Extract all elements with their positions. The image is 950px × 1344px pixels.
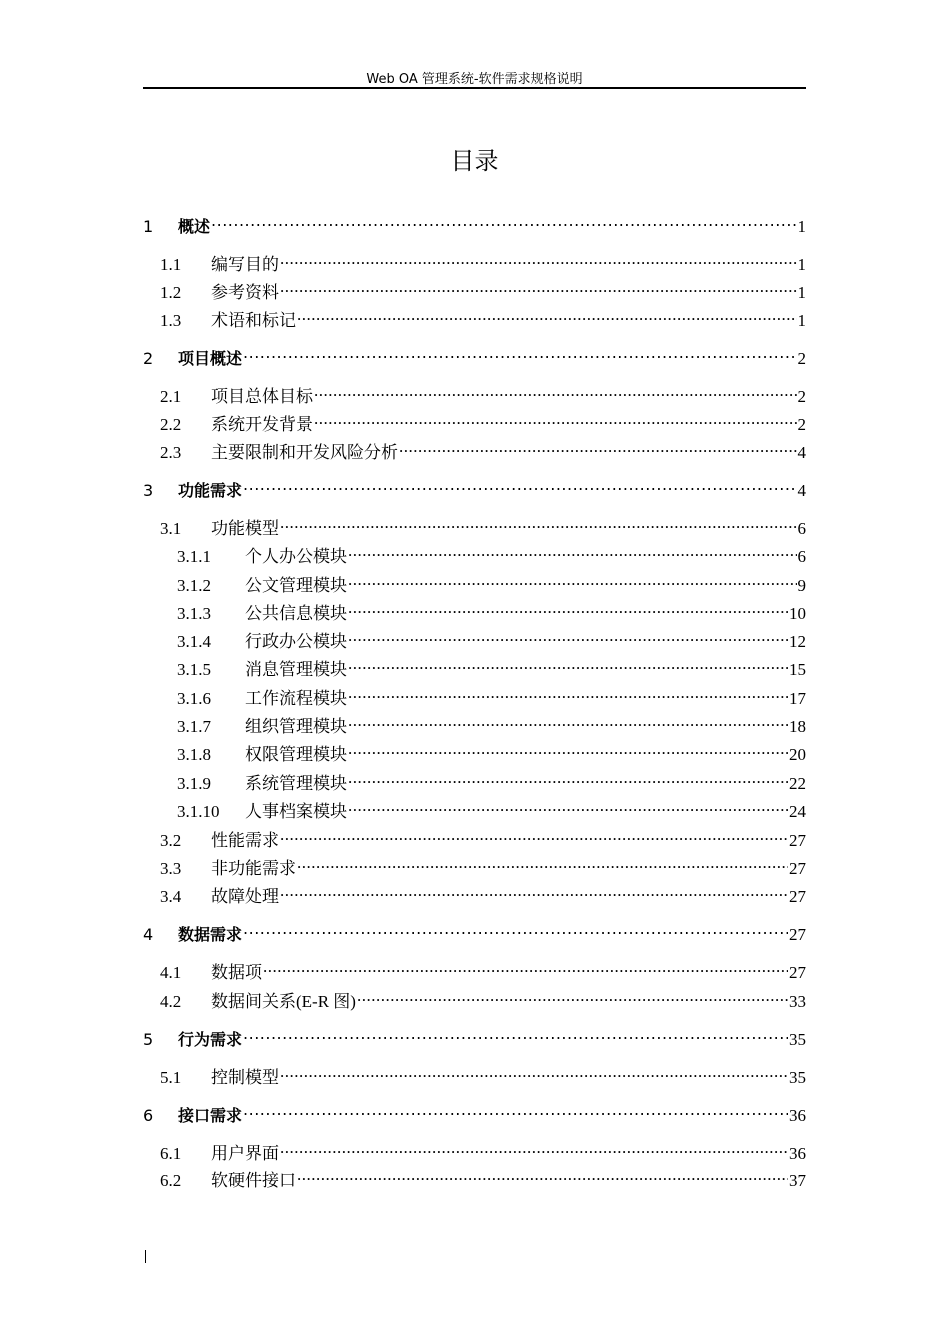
toc-entry-page: 4 bbox=[797, 481, 806, 500]
toc-entry-page: 2 bbox=[797, 349, 806, 368]
toc-dot-leader bbox=[348, 738, 788, 760]
toc-entry-page: 1 bbox=[797, 311, 806, 330]
toc-entry[interactable] bbox=[143, 625, 806, 651]
toc-entry-number: 3.1.2 bbox=[177, 576, 211, 595]
toc-entry-number: 2 bbox=[143, 349, 154, 368]
toc-dot-leader bbox=[243, 1099, 788, 1121]
toc-entry-number: 3.1.3 bbox=[177, 604, 211, 623]
toc-dot-leader bbox=[280, 880, 788, 902]
toc-entry-page: 1 bbox=[797, 217, 806, 236]
toc-entry-page: 18 bbox=[789, 717, 806, 736]
toc-dot-leader bbox=[243, 1023, 788, 1045]
toc-dot-leader bbox=[211, 210, 796, 232]
toc-dot-leader bbox=[348, 710, 788, 732]
toc-entry[interactable] bbox=[143, 1023, 806, 1049]
toc-dot-leader bbox=[348, 795, 788, 817]
toc-dot-leader bbox=[280, 824, 788, 846]
toc-entry-page: 27 bbox=[789, 925, 806, 944]
toc-entry[interactable] bbox=[143, 474, 806, 500]
toc-entry-number: 3.3 bbox=[160, 859, 182, 878]
toc-entry-number: 4 bbox=[143, 925, 154, 944]
toc-entry[interactable] bbox=[143, 653, 806, 679]
toc-dot-leader bbox=[399, 436, 797, 458]
toc-entry-label: 主要限制和开发风险分析 bbox=[211, 443, 398, 462]
toc-entry-page: 1 bbox=[797, 255, 806, 274]
toc-dot-leader bbox=[243, 918, 788, 940]
toc-entry-label: 数据需求 bbox=[178, 925, 243, 944]
toc-entry[interactable] bbox=[143, 380, 806, 406]
toc-entry[interactable] bbox=[143, 1061, 806, 1087]
toc-entry-number: 3.1.1 bbox=[177, 547, 211, 566]
toc-entry[interactable] bbox=[143, 852, 806, 878]
toc-entry[interactable] bbox=[143, 512, 806, 538]
toc-entry-page: 27 bbox=[789, 831, 806, 850]
toc-dot-leader bbox=[280, 1137, 788, 1159]
toc-entry-label: 公共信息模块 bbox=[245, 604, 347, 623]
toc-entry[interactable] bbox=[143, 304, 806, 330]
toc-entry-label: 项目总体目标 bbox=[211, 387, 313, 406]
toc-entry[interactable] bbox=[143, 710, 806, 736]
toc-entry-number: 5 bbox=[143, 1030, 154, 1049]
toc-entry-page: 2 bbox=[797, 387, 806, 406]
toc-dot-leader bbox=[280, 1061, 788, 1083]
toc-dot-leader bbox=[280, 248, 797, 270]
toc-entry-page: 12 bbox=[789, 632, 806, 651]
toc-entry-page: 6 bbox=[797, 519, 806, 538]
toc-entry[interactable] bbox=[143, 918, 806, 944]
toc-entry[interactable] bbox=[143, 248, 806, 274]
toc-entry-number: 3.1.6 bbox=[177, 689, 211, 708]
toc-entry-page: 24 bbox=[789, 802, 806, 821]
toc-dot-leader bbox=[280, 512, 797, 534]
toc-entry[interactable] bbox=[143, 1099, 806, 1125]
toc-entry-label: 项目概述 bbox=[178, 349, 243, 368]
toc-dot-leader bbox=[280, 276, 797, 298]
toc-entry-number: 6.2 bbox=[160, 1171, 182, 1190]
toc-entry-number: 1.2 bbox=[160, 283, 182, 302]
toc-entry[interactable] bbox=[143, 767, 806, 793]
toc-entry-page: 20 bbox=[789, 745, 806, 764]
toc-entry-number: 1.1 bbox=[160, 255, 182, 274]
toc-entry[interactable] bbox=[143, 956, 806, 982]
toc-entry[interactable] bbox=[143, 276, 806, 302]
toc-entry-number: 6 bbox=[143, 1106, 154, 1125]
toc-entry-label: 非功能需求 bbox=[211, 859, 296, 878]
toc-dot-leader bbox=[348, 653, 788, 675]
toc-entry-page: 33 bbox=[789, 992, 806, 1011]
toc-entry[interactable] bbox=[143, 540, 806, 566]
toc-entry-number: 2.3 bbox=[160, 443, 182, 462]
toc-entry-number: 3.4 bbox=[160, 887, 182, 906]
toc-entry-label: 功能模型 bbox=[211, 519, 279, 538]
toc-entry[interactable] bbox=[143, 985, 806, 1011]
toc-dot-leader bbox=[263, 956, 788, 978]
toc-entry-number: 3 bbox=[143, 481, 154, 500]
toc-dot-leader bbox=[348, 597, 788, 619]
toc-dot-leader bbox=[348, 540, 797, 562]
toc-entry-page: 36 bbox=[789, 1106, 806, 1125]
toc-entry-number: 3.1.10 bbox=[177, 802, 220, 821]
toc-entry[interactable] bbox=[143, 1137, 806, 1163]
toc-entry-page: 27 bbox=[789, 963, 806, 982]
toc-entry-page: 15 bbox=[789, 660, 806, 679]
toc-entry-page: 17 bbox=[789, 689, 806, 708]
page-header-title: Web OA 管理系统-软件需求规格说明 bbox=[366, 72, 583, 87]
header-divider bbox=[143, 87, 806, 89]
footer-mark bbox=[145, 1250, 146, 1263]
toc-entry-page: 4 bbox=[797, 443, 806, 462]
toc-dot-leader bbox=[297, 852, 788, 874]
toc-entry[interactable] bbox=[143, 824, 806, 850]
toc-entry-label: 概述 bbox=[178, 217, 211, 236]
toc-dot-leader bbox=[348, 767, 788, 789]
toc-entry-label: 人事档案模块 bbox=[245, 802, 347, 821]
toc-dot-leader bbox=[243, 474, 796, 496]
toc-entry[interactable] bbox=[143, 682, 806, 708]
toc-dot-leader bbox=[348, 569, 797, 591]
toc-entry-label: 数据间关系(E-R 图) bbox=[211, 992, 356, 1011]
toc-dot-leader bbox=[314, 380, 797, 402]
toc-entry-label: 行政办公模块 bbox=[245, 632, 347, 651]
toc-entry-label: 用户界面 bbox=[211, 1144, 279, 1163]
toc-entry-number: 2.1 bbox=[160, 387, 182, 406]
toc-entry-number: 1 bbox=[143, 217, 154, 236]
toc-entry-label: 公文管理模块 bbox=[245, 576, 347, 595]
toc-entry-label: 数据项 bbox=[211, 963, 262, 982]
toc-entry-page: 6 bbox=[797, 547, 806, 566]
toc-entry-label: 功能需求 bbox=[178, 481, 243, 500]
toc-entry-page: 1 bbox=[797, 283, 806, 302]
toc-entry-number: 5.1 bbox=[160, 1068, 182, 1087]
toc-entry-label: 性能需求 bbox=[211, 831, 279, 850]
toc-entry-number: 4.2 bbox=[160, 992, 182, 1011]
toc-entry-label: 软硬件接口 bbox=[211, 1171, 296, 1190]
toc-entry-label: 工作流程模块 bbox=[245, 689, 347, 708]
toc-entry[interactable] bbox=[143, 880, 806, 906]
toc-entry-page: 10 bbox=[789, 604, 806, 623]
toc-entry[interactable] bbox=[143, 738, 806, 764]
toc-dot-leader bbox=[314, 408, 797, 430]
toc-entry[interactable] bbox=[143, 436, 806, 462]
toc-entry-number: 3.1.5 bbox=[177, 660, 211, 679]
toc-dot-leader bbox=[348, 682, 788, 704]
toc-entry-number: 3.1.4 bbox=[177, 632, 211, 651]
toc-entry-number: 1.3 bbox=[160, 311, 182, 330]
toc-entry-label: 行为需求 bbox=[178, 1030, 243, 1049]
toc-entry[interactable] bbox=[143, 1164, 806, 1190]
toc-entry-number: 3.1 bbox=[160, 519, 182, 538]
toc-entry-page: 22 bbox=[789, 774, 806, 793]
toc-entry-label: 消息管理模块 bbox=[245, 660, 347, 679]
toc-entry[interactable] bbox=[143, 597, 806, 623]
toc-entry[interactable] bbox=[143, 342, 806, 368]
toc-entry-page: 2 bbox=[797, 415, 806, 434]
toc-entry-page: 35 bbox=[789, 1068, 806, 1087]
toc-entry-page: 35 bbox=[789, 1030, 806, 1049]
toc-entry[interactable] bbox=[143, 210, 806, 236]
toc-entry-number: 3.1.7 bbox=[177, 717, 211, 736]
toc-entry-label: 故障处理 bbox=[211, 887, 279, 906]
toc-entry-page: 36 bbox=[789, 1144, 806, 1163]
toc-entry-label: 术语和标记 bbox=[211, 311, 296, 330]
toc-title: 目录 bbox=[450, 147, 499, 175]
toc-dot-leader bbox=[348, 625, 788, 647]
toc-entry-number: 3.1.8 bbox=[177, 745, 211, 764]
toc-entry[interactable] bbox=[143, 569, 806, 595]
toc-entry-label: 接口需求 bbox=[178, 1106, 243, 1125]
toc-entry-number: 2.2 bbox=[160, 415, 182, 434]
toc-entry-label: 参考资料 bbox=[211, 283, 279, 302]
toc-dot-leader bbox=[297, 304, 797, 326]
toc-dot-leader bbox=[243, 342, 796, 364]
toc-entry-label: 个人办公模块 bbox=[245, 547, 347, 566]
toc-entry-label: 控制模型 bbox=[211, 1068, 279, 1087]
toc-entry-number: 3.1.9 bbox=[177, 774, 211, 793]
toc-entry-label: 系统开发背景 bbox=[211, 415, 313, 434]
toc-entry-page: 27 bbox=[789, 887, 806, 906]
toc-entry-page: 27 bbox=[789, 859, 806, 878]
toc-entry-number: 3.2 bbox=[160, 831, 182, 850]
toc-entry-page: 37 bbox=[789, 1171, 806, 1190]
toc-entry-label: 权限管理模块 bbox=[245, 745, 347, 764]
toc-entry-label: 编写目的 bbox=[211, 255, 279, 274]
toc-entry-page: 9 bbox=[797, 576, 806, 595]
toc-entry[interactable] bbox=[143, 408, 806, 434]
toc-entry[interactable] bbox=[143, 795, 806, 821]
toc-dot-leader bbox=[357, 985, 788, 1007]
toc-entry-label: 组织管理模块 bbox=[245, 717, 347, 736]
toc-entry-label: 系统管理模块 bbox=[245, 774, 347, 793]
toc-entry-number: 6.1 bbox=[160, 1144, 182, 1163]
toc-dot-leader bbox=[297, 1164, 788, 1186]
toc-entry-number: 4.1 bbox=[160, 963, 182, 982]
